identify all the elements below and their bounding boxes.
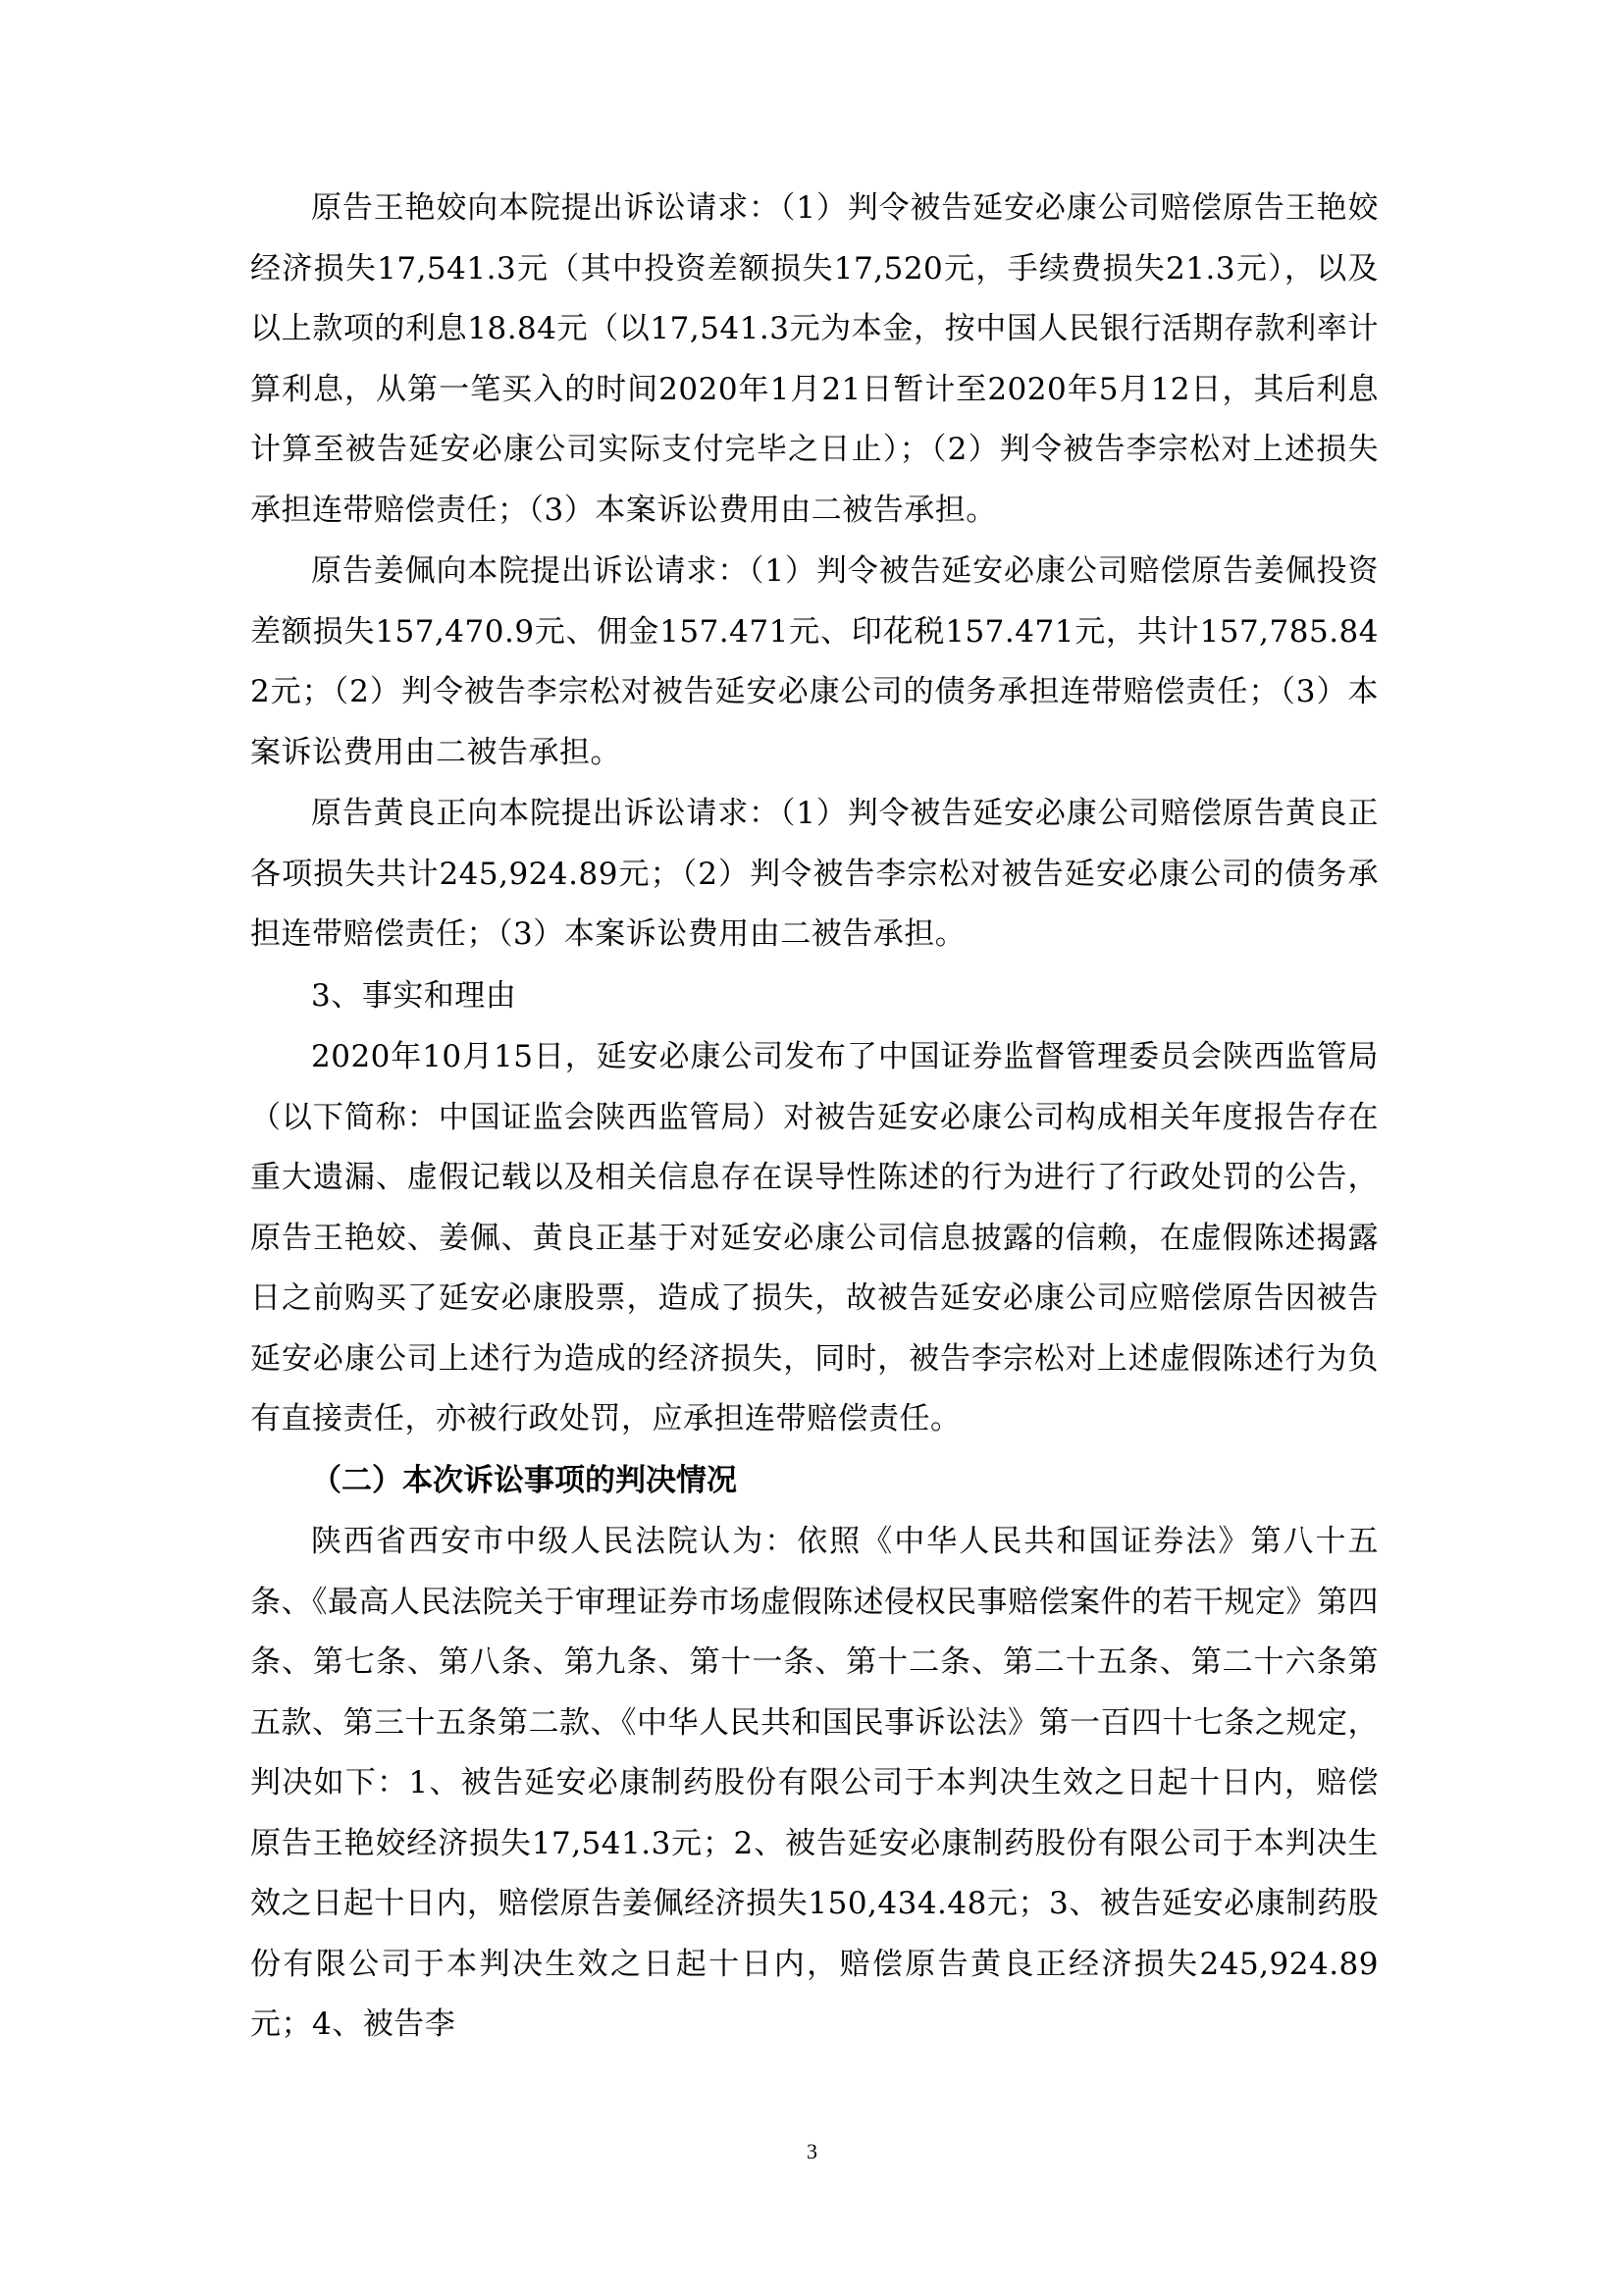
- page-number: 3: [807, 2139, 817, 2164]
- section-heading-judgment: （二）本次诉讼事项的判决情况: [311, 1462, 737, 1498]
- paragraph-judgment: 陕西省西安市中级人民法院认为：依照《中华人民共和国证券法》第八十五条、《最高人民法院关于审理证券市场虚假陈述侵权民事赔偿案件的若干规定》第四条、第七条、第八条、第九条、第十一条、第十二条、第二十五条、第二十六条第五款、第三十五条第二款、《中华人民共和国民事诉讼法》第一百四十七条之规定，判决如下：1、被告延安必康制药股份有限公司于本判决生效之日起十日内，赔偿原告王艳姣经济损失17,541.3元；2、被告延安必康制药股份有限公司于本判决生效之日起十日内，赔偿原告姜佩经济损失150,434.48元；3、被告延安必康制药股份有限公司于本判决生效之日起十日内，赔偿原告黄良正经济损失245,924.89元；4、被告李: [250, 1524, 1379, 2042]
- paragraph-facts-heading: 3、事实和理由: [311, 977, 517, 1014]
- document-body: [250, 179, 1379, 2057]
- paragraph-claim-wang: 原告王艳姣向本院提出诉讼请求：（1）判令被告延安必康公司赔偿原告王艳姣经济损失17,541.3元（其中投资差额损失17,520元，手续费损失21.3元），以及以上款项的利息18.84元（以17,541.3元为本金，按中国人民银行活期存款利率计算利息，从第一笔买入的时间2020年1月21日暂计至2020年5月12日，其后利息计算至被告延安必康公司实际支付完毕之日止）；（2）判令被告李宗松对上述损失承担连带赔偿责任；（3）本案诉讼费用由二被告承担。: [250, 190, 1379, 528]
- paragraph-claim-jiang: 原告姜佩向本院提出诉讼请求：（1）判令被告延安必康公司赔偿原告姜佩投资差额损失157,470.9元、佣金157.471元、印花税157.471元，共计157,785.842元；（2）判令被告李宗松对被告延安必康公司的债务承担连带赔偿责任；（3）本案诉讼费用由二被告承担。: [250, 553, 1379, 770]
- paragraph-claim-huang: 原告黄良正向本院提出诉讼请求：（1）判令被告延安必康公司赔偿原告黄良正各项损失共计245,924.89元；（2）判令被告李宗松对被告延安必康公司的债务承担连带赔偿责任；（3）本案诉讼费用由二被告承担。: [250, 796, 1379, 952]
- paragraph-facts: 2020年10月15日，延安必康公司发布了中国证券监督管理委员会陕西监管局（以下简称：中国证监会陕西监管局）对被告延安必康公司构成相关年度报告存在重大遗漏、虚假记载以及相关信息存在误导性陈述的行为进行了行政处罚的公告，原告王艳姣、姜佩、黄良正基于对延安必康公司信息披露的信赖，在虚假陈述揭露日之前购买了延安必康股票，造成了损失，故被告延安必康公司应赔偿原告因被告延安必康公司上述行为造成的经济损失，同时，被告李宗松对上述虚假陈述行为负有直接责任，亦被行政处罚，应承担连带赔偿责任。: [250, 1039, 1379, 1436]
